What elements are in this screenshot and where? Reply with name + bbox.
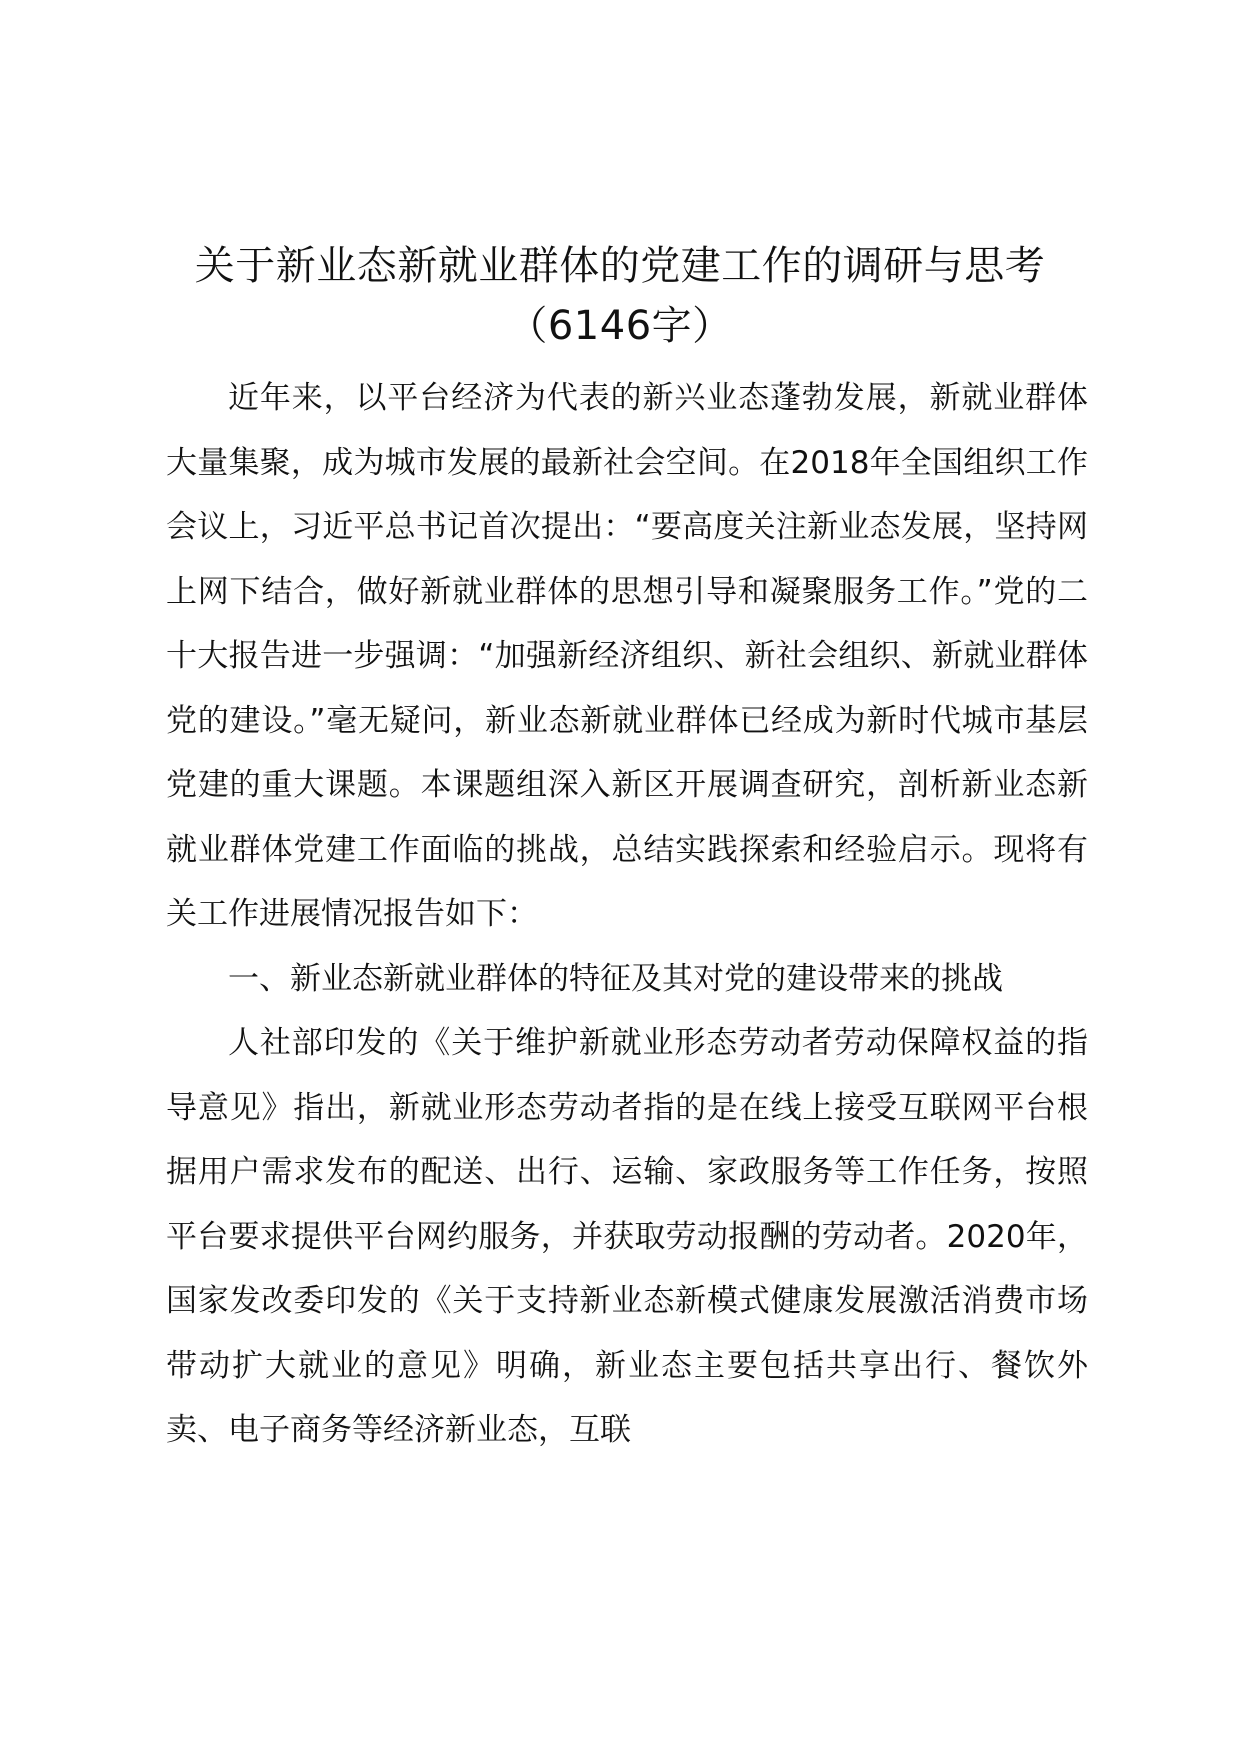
intro-paragraph: 近年来，以平台经济为代表的新兴业态蓬勃发展，新就业群体大量集聚，成为城市发展的最新社会空间。在2018年全国组织工作会议上，习近平总书记首次提出：“要高度关注新业态发展，坚持网上网下结合，做好新就业群体的思想引导和凝聚服务工作。”党的二十大报告进一步强调：“加强新经济组织、新社会组织、新就业群体党的建设。”毫无疑问，新业态新就业群体已经成为新时代城市基层党建的重大课题。本课题组深入新区开展调查研究，剖析新业态新就业群体党建工作面临的挑战，总结实践探索和经验启示。现将有关工作进展情况报告如下： bbox=[166, 380, 1088, 932]
section-heading: 一、新业态新就业群体的特征及其对党的建设带来的挑战 bbox=[228, 960, 1003, 997]
section-paragraph: 人社部印发的《关于维护新就业形态劳动者劳动保障权益的指导意见》指出，新就业形态劳动者指的是在线上接受互联网平台根据用户需求发布的配送、出行、运输、家政服务等工作任务，按照平台要求提供平台网约服务，并获取劳动报酬的劳动者。2020年，国家发改委印发的《关于支持新业态新模式健康发展激活消费市场带动扩大就业的意见》明确，新业态主要包括共享出行、餐饮外卖、电子商务等经济新业态，互联 bbox=[166, 1025, 1088, 1448]
document-body bbox=[166, 366, 1088, 1463]
document-title: 关于新业态新就业群体的党建工作的调研与思考（6146字） bbox=[194, 243, 1046, 349]
